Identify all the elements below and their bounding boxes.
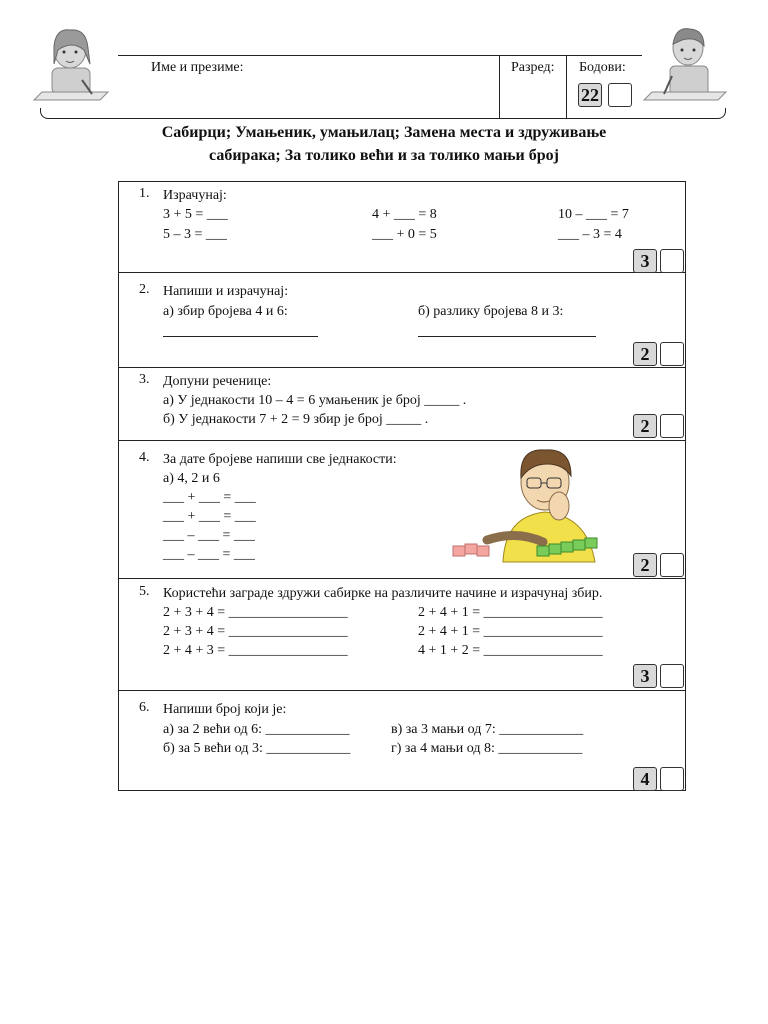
equation: 3 + 5 = ___ <box>163 207 228 222</box>
earned-points-box[interactable] <box>660 553 684 577</box>
subtask-b: б) разлику бројева 8 и 3: <box>418 304 564 319</box>
answer-line[interactable] <box>163 336 318 337</box>
total-points-badge: 22 <box>578 83 602 107</box>
task-number: 6. <box>139 700 150 715</box>
earned-points-box[interactable] <box>660 767 684 791</box>
max-points-badge: 4 <box>633 767 657 791</box>
task-number: 3. <box>139 372 150 387</box>
subtask-a: а) збир бројева 4 и 6: <box>163 304 288 319</box>
max-points-badge: 2 <box>633 414 657 438</box>
task-instruction: Напиши број који је: <box>163 702 287 717</box>
earned-points-box[interactable] <box>608 83 632 107</box>
task-1 <box>119 182 685 273</box>
equation-blank: ___ + ___ = ___ <box>163 490 256 505</box>
task-2 <box>119 272 685 368</box>
boy-with-blocks-icon <box>447 442 615 568</box>
equation-blank: 2 + 4 + 1 = _________________ <box>418 605 603 620</box>
boy-writing-icon <box>642 20 730 110</box>
equation-blank: 2 + 3 + 4 = _________________ <box>163 605 348 620</box>
equation-blank: ___ – ___ = ___ <box>163 528 255 543</box>
subtask: а) за 2 већи од 6: ____________ <box>163 722 350 737</box>
name-label: Име и презиме: <box>151 60 244 75</box>
subtask: б) за 5 већи од 3: ____________ <box>163 741 351 756</box>
equation: 5 – 3 = ___ <box>163 227 227 242</box>
tasks-table <box>118 181 686 791</box>
subtask-b: б) У једнакости 7 + 2 = 9 збир је број _____ . <box>163 412 429 427</box>
task-number: 1. <box>139 186 150 201</box>
equation-blank: 2 + 4 + 1 = _________________ <box>418 624 603 639</box>
task-instruction: Израчунај: <box>163 188 227 203</box>
task-number: 2. <box>139 282 150 297</box>
equation-blank: ___ + ___ = ___ <box>163 509 256 524</box>
task-instruction: Допуни реченице: <box>163 374 272 389</box>
subtask: г) за 4 мањи од 8: ____________ <box>391 741 583 756</box>
max-points-badge: 2 <box>633 553 657 577</box>
task-instruction: За дате бројеве напиши све једнакости: <box>163 452 397 467</box>
earned-points-box[interactable] <box>660 249 684 273</box>
task-number: 5. <box>139 584 150 599</box>
answer-line[interactable] <box>418 336 596 337</box>
page-title-line-2: сабирака; За толико већи и за толико мањи број <box>209 147 559 164</box>
task-3 <box>119 367 685 441</box>
task-6 <box>119 690 685 790</box>
header-bracket <box>40 108 726 119</box>
task-instruction: Напиши и израчунај: <box>163 284 289 299</box>
equation: 4 + ___ = 8 <box>372 207 437 222</box>
task-instruction: Користећи заграде здружи сабирке на различите начине и израчунај збир. <box>163 586 603 601</box>
subtask-a: а) 4, 2 и 6 <box>163 471 220 486</box>
earned-points-box[interactable] <box>660 414 684 438</box>
max-points-badge: 2 <box>633 342 657 366</box>
subtask: в) за 3 мањи од 7: ____________ <box>391 722 584 737</box>
earned-points-box[interactable] <box>660 664 684 688</box>
grade-label: Разред: <box>511 60 555 75</box>
max-points-badge: 3 <box>633 664 657 688</box>
equation-blank: 4 + 1 + 2 = _________________ <box>418 643 603 658</box>
equation-blank: 2 + 3 + 4 = _________________ <box>163 624 348 639</box>
points-label: Бодови: <box>579 60 626 75</box>
equation: ___ + 0 = 5 <box>372 227 437 242</box>
earned-points-box[interactable] <box>660 342 684 366</box>
task-number: 4. <box>139 450 150 465</box>
max-points-badge: 3 <box>633 249 657 273</box>
task-5 <box>119 578 685 691</box>
page-title-line-1: Сабирци; Умањеник, умањилац; Замена места и здруживање <box>161 124 607 141</box>
equation-blank: 2 + 4 + 3 = _________________ <box>163 643 348 658</box>
equation-blank: ___ – ___ = ___ <box>163 547 255 562</box>
girl-writing-icon <box>30 20 114 108</box>
equation: ___ – 3 = 4 <box>558 227 622 242</box>
subtask-a: а) У једнакости 10 – 4 = 6 умањеник је број _____ . <box>163 393 467 408</box>
equation: 10 – ___ = 7 <box>558 207 629 222</box>
task-4 <box>119 440 685 579</box>
